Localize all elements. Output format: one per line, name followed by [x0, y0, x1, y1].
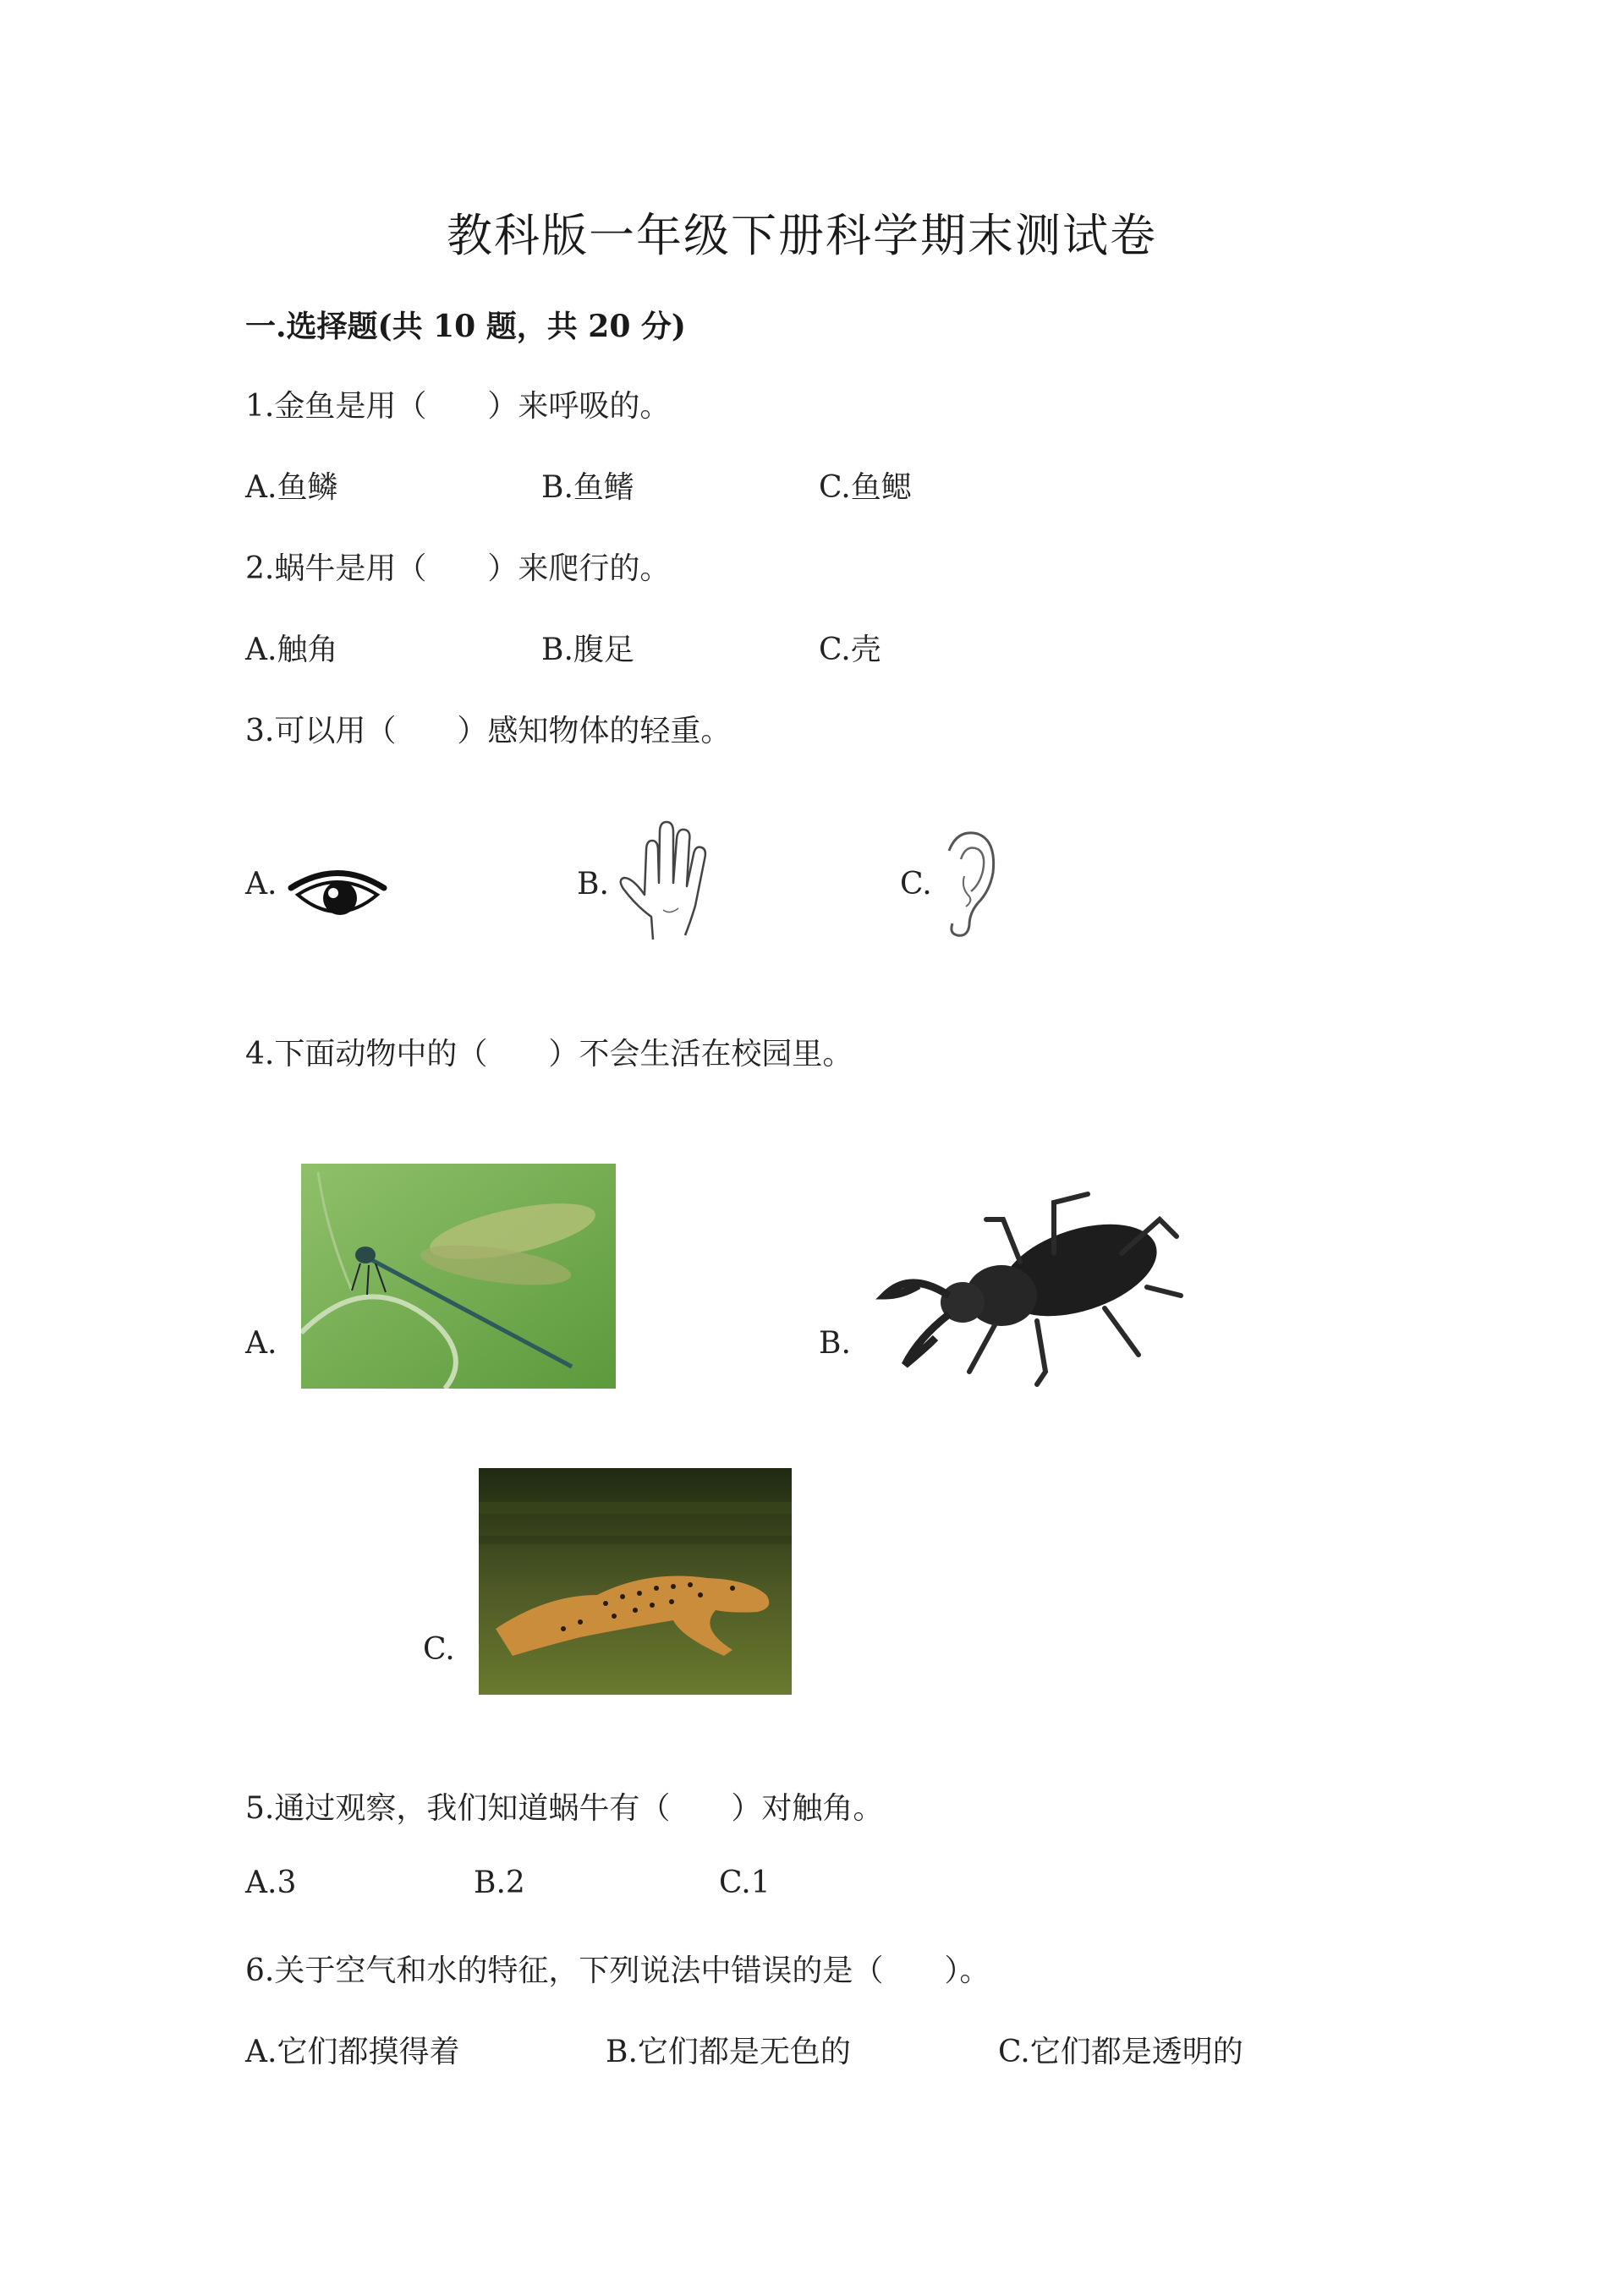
- dragonfly-photo: [301, 1164, 616, 1389]
- q5-option-b: B.2: [474, 1866, 525, 1900]
- section-heading: 一.选择题(共 10 题，共 20 分): [245, 309, 686, 344]
- q2-option-c: C.壳: [819, 633, 881, 667]
- q6-option-c: C.它们都是透明的: [998, 2035, 1243, 2069]
- hand-icon: [611, 817, 721, 944]
- q2-option-b: B.腹足: [541, 633, 634, 667]
- q6-option-b: B.它们都是无色的: [606, 2035, 851, 2069]
- question-1: 1.金鱼是用（ ）来呼吸的。: [245, 389, 671, 424]
- q5-option-a: A.3: [245, 1866, 297, 1900]
- q1-option-c: C.鱼鳃: [819, 470, 912, 505]
- ear-icon: [932, 825, 1000, 940]
- q2-option-a: A.触角: [245, 633, 338, 667]
- q4-option-b: B.: [819, 1326, 851, 1361]
- page-title: 教科版一年级下册科学期末测试卷: [447, 209, 1157, 262]
- question-6: 6.关于空气和水的特征，下列说法中错误的是（ ）。: [245, 1954, 990, 1988]
- question-5: 5.通过观察，我们知道蜗牛有（ ）对触角。: [245, 1791, 884, 1826]
- q3-option-a: A.: [245, 867, 277, 901]
- stag-beetle-photo: [868, 1169, 1193, 1397]
- q4-option-c: C.: [423, 1632, 455, 1667]
- q5-option-c: C.1: [719, 1866, 771, 1900]
- question-3: 3.可以用（ ）感知物体的轻重。: [245, 714, 732, 748]
- eye-icon: [283, 863, 392, 930]
- q3-option-c: C.: [900, 867, 932, 901]
- question-4: 4.下面动物中的（ ）不会生活在校园里。: [245, 1037, 853, 1071]
- q6-option-a: A.它们都摸得着: [245, 2035, 460, 2069]
- q1-option-a: A.鱼鳞: [245, 470, 338, 505]
- question-2: 2.蜗牛是用（ ）来爬行的。: [245, 551, 671, 586]
- q3-option-b: B.: [577, 867, 609, 901]
- q1-option-b: B.鱼鳍: [541, 470, 634, 505]
- cheetah-photo: [479, 1468, 792, 1695]
- q4-option-a: A.: [245, 1326, 277, 1361]
